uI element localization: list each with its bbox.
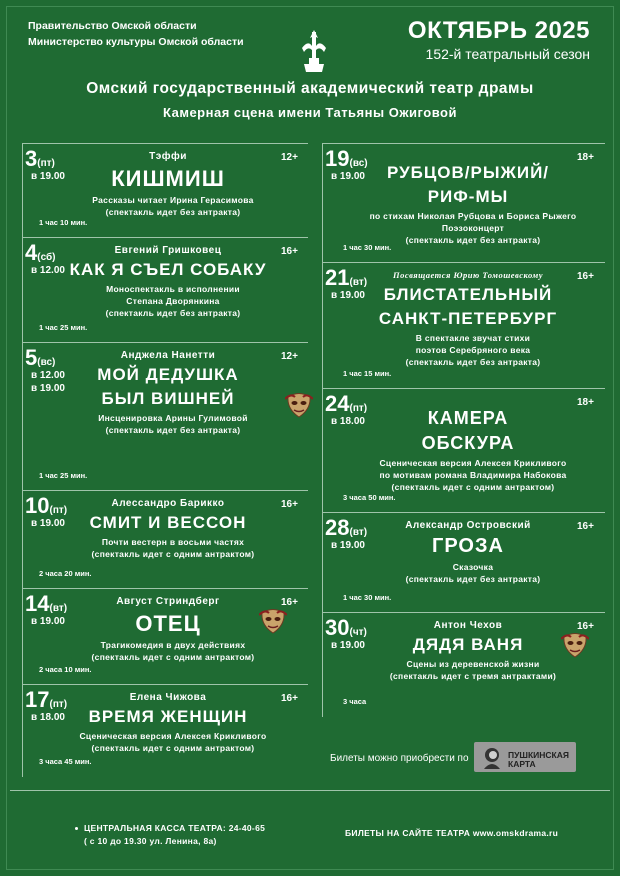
season-label: 152-й театральный сезон [425, 46, 590, 62]
box-office-hours: ( с 10 до 19.30 ул. Ленина, 8а) [84, 836, 217, 846]
event-duration: 1 час 30 мин. [343, 593, 392, 602]
event-weekday: (пт) [37, 158, 55, 169]
event-duration: 2 часа 10 мин. [39, 665, 92, 674]
event-day: 21 [325, 265, 350, 290]
event-time: в 19.00 [31, 518, 65, 529]
event-card[interactable] [322, 512, 605, 613]
event-day: 17 [25, 687, 50, 712]
event-date [25, 591, 67, 617]
age-rating: 12+ [281, 152, 298, 163]
event-description: Почти вестерн в восьми частях [101, 537, 245, 547]
play-title: РИФ-МЫ [427, 187, 509, 206]
event-weekday: (вт) [349, 277, 368, 288]
event-time: в 19.00 [331, 171, 365, 182]
event-weekday: (пт) [49, 505, 68, 516]
event-time: в 19.00 [331, 540, 365, 551]
tickets-label: Билеты можно приобрести по [330, 753, 469, 764]
event-card[interactable] [322, 388, 605, 513]
age-rating: 16+ [577, 621, 594, 632]
event-time: в 18.00 [31, 712, 65, 723]
event-duration: 3 часа 50 мин. [343, 493, 396, 502]
event-description: (спектакль идет с одним антрактом) [91, 549, 255, 559]
footer-divider [10, 790, 610, 791]
event-description: (спектакль идет с одним антрактом) [91, 652, 255, 662]
bullet-icon [75, 827, 78, 830]
event-duration: 1 час 15 мин. [343, 369, 392, 378]
event-time: в 19.00 [31, 171, 65, 182]
event-duration: 3 часа 45 мин. [39, 757, 92, 766]
event-day: 3 [25, 146, 38, 171]
event-weekday: (сб) [37, 252, 56, 263]
play-title: ВРЕМЯ ЖЕНЩИН [88, 707, 248, 726]
event-author: Тэффи [149, 151, 187, 162]
event-description: Степана Дворянкина [126, 296, 220, 306]
event-weekday: (вт) [49, 603, 68, 614]
event-description: (спектакль идет с одним антрактом) [91, 743, 255, 753]
event-card[interactable] [322, 262, 605, 389]
event-duration: 1 час 10 мин. [39, 218, 88, 227]
org-ministry: Министерство культуры Омской области [28, 36, 244, 48]
event-time: в 12.00 [31, 370, 65, 381]
box-office-phone: ЦЕНТРАЛЬНАЯ КАССА ТЕАТРА: 24-40-65 [84, 823, 266, 833]
play-title: РУБЦОВ/РЫЖИЙ/ [386, 163, 550, 182]
play-title: ДЯДЯ ВАНЯ [412, 635, 524, 654]
event-time: в 19.00 [331, 640, 365, 651]
play-title: СМИТ И ВЕССОН [89, 513, 247, 532]
play-title: ОТЕЦ [135, 611, 201, 636]
event-description: Рассказы читает Ирина Герасимова [92, 195, 254, 205]
theatre-mask-icon [561, 631, 589, 659]
event-description: (спектакль идет с тремя антрактами) [389, 671, 557, 681]
month-title: ОКТЯБРЬ 2025 [407, 17, 590, 44]
event-card[interactable] [22, 342, 308, 491]
event-time: в 12.00 [31, 265, 65, 276]
event-duration: 2 часа 20 мин. [39, 569, 92, 578]
event-date [325, 265, 367, 291]
box-office-info [84, 822, 265, 848]
event-time: в 19.00 [331, 290, 365, 301]
event-description: по стихам Николая Рубцова и Бориса Рыжего [369, 211, 577, 221]
play-title: КАК Я СЪЕЛ СОБАКУ [69, 260, 267, 279]
event-weekday: (пт) [49, 699, 68, 710]
event-description: Сцены из деревенской жизни [406, 659, 540, 669]
age-rating: 16+ [281, 246, 298, 257]
event-date [325, 391, 367, 417]
play-title: САНКТ-ПЕТЕРБУРГ [378, 309, 558, 328]
event-author: Август Стриндберг [116, 596, 220, 607]
age-rating: 12+ [281, 351, 298, 362]
age-rating: 16+ [281, 597, 298, 608]
omsk-emblem-icon [300, 28, 328, 74]
event-time: в 18.00 [331, 416, 365, 427]
event-duration: 1 час 25 мин. [39, 471, 88, 480]
event-day: 28 [325, 515, 350, 540]
event-day: 4 [25, 240, 38, 265]
website-tickets[interactable]: БИЛЕТЫ НА САЙТЕ ТЕАТРА www.omskdrama.ru [345, 828, 559, 838]
event-author: Евгений Гришковец [114, 245, 222, 256]
event-weekday: (пт) [349, 403, 368, 414]
event-description: (спектакль идет без антракта) [405, 357, 541, 367]
event-description: Сценическая версия Алексея Крикливого [79, 731, 267, 741]
event-card[interactable] [22, 684, 308, 777]
pushkin-line2: КАРТА [508, 759, 536, 769]
event-description: (спектакль идет без антракта) [105, 425, 241, 435]
event-day: 5 [25, 345, 38, 370]
event-weekday: (вт) [349, 527, 368, 538]
pushkin-card-logo[interactable] [474, 742, 576, 772]
event-description: Инсценировка Арины Гулимовой [98, 413, 248, 423]
month-header [408, 18, 590, 64]
event-description: Трагикомедия в двух действиях [100, 640, 246, 650]
event-time: в 19.00 [31, 383, 65, 394]
event-author: Александр Островский [405, 520, 531, 531]
organizers [28, 18, 244, 50]
event-description: Моноспектакль в исполнении [106, 284, 240, 294]
theatre-name: Омский государственный академический театр драмы [86, 80, 534, 97]
event-date [325, 146, 368, 172]
event-card[interactable] [22, 143, 308, 238]
stage-name: Камерная сцена имени Татьяны Ожиговой [163, 105, 457, 120]
event-day: 14 [25, 591, 50, 616]
event-card[interactable] [322, 612, 605, 717]
event-description: (спектакль идет без антракта) [405, 235, 541, 245]
event-card[interactable] [322, 143, 605, 263]
event-description: (спектакль идет без антракта) [105, 207, 241, 217]
play-title: КИШМИШ [111, 166, 225, 191]
pushkin-line1: ПУШКИНСКАЯ [508, 750, 569, 760]
event-duration: 3 часа [343, 697, 367, 706]
event-date [25, 240, 56, 266]
age-rating: 18+ [577, 397, 594, 408]
event-day: 10 [25, 493, 50, 518]
event-weekday: (чт) [349, 627, 367, 638]
play-title: БЫЛ ВИШНЕЙ [101, 389, 235, 408]
event-author: Елена Чижова [129, 692, 207, 703]
event-description: В спектакле звучат стихи [415, 333, 531, 343]
event-description: поэтов Серебряного века [415, 345, 531, 355]
event-date [25, 146, 55, 172]
event-author: Алессандро Барикко [111, 498, 225, 509]
event-duration: 1 час 25 мин. [39, 323, 88, 332]
pushkin-card-text [508, 751, 569, 769]
theatre-mask-icon [259, 607, 287, 635]
event-time: в 19.00 [31, 616, 65, 627]
org-government: Правительство Омской области [28, 20, 197, 32]
play-title: ОБСКУРА [421, 433, 515, 453]
event-date [25, 345, 55, 371]
event-duration: 1 час 30 мин. [343, 243, 392, 252]
event-description: по мотивам романа Владимира Набокова [379, 470, 567, 480]
event-description: Поэзоконцерт [441, 223, 505, 233]
event-weekday: (вс) [349, 158, 368, 169]
age-rating: 16+ [577, 271, 594, 282]
age-rating: 16+ [281, 693, 298, 704]
event-day: 24 [325, 391, 350, 416]
theatre-mask-icon [285, 391, 313, 419]
play-title: МОЙ ДЕДУШКА [97, 365, 239, 384]
event-card[interactable] [22, 237, 308, 343]
event-description: Сценическая версия Алексея Крикливого [379, 458, 567, 468]
event-card[interactable] [22, 588, 308, 685]
event-date [25, 687, 67, 713]
event-description: (спектакль идет без антракта) [405, 574, 541, 584]
event-description: (спектакль идет без антракта) [105, 308, 241, 318]
age-rating: 18+ [577, 152, 594, 163]
event-author: Антон Чехов [433, 620, 503, 631]
event-day: 30 [325, 615, 350, 640]
age-rating: 16+ [577, 521, 594, 532]
event-description: Сказочка [452, 562, 494, 572]
event-date [25, 493, 67, 519]
age-rating: 16+ [281, 499, 298, 510]
event-date [325, 515, 367, 541]
event-weekday: (вс) [37, 357, 56, 368]
play-title: ГРОЗА [432, 535, 504, 557]
pushkin-portrait-icon [480, 745, 504, 769]
event-day: 19 [325, 146, 350, 171]
play-title: КАМЕРА [427, 408, 509, 428]
event-author: Посвящается Юрию Томошевскому [392, 270, 544, 280]
play-title: БЛИСТАТЕЛЬНЫЙ [383, 285, 553, 304]
event-card[interactable] [22, 490, 308, 589]
event-date [325, 615, 367, 641]
event-description: (спектакль идет с одним антрактом) [391, 482, 555, 492]
event-author: Анджела Нанетти [120, 350, 216, 361]
